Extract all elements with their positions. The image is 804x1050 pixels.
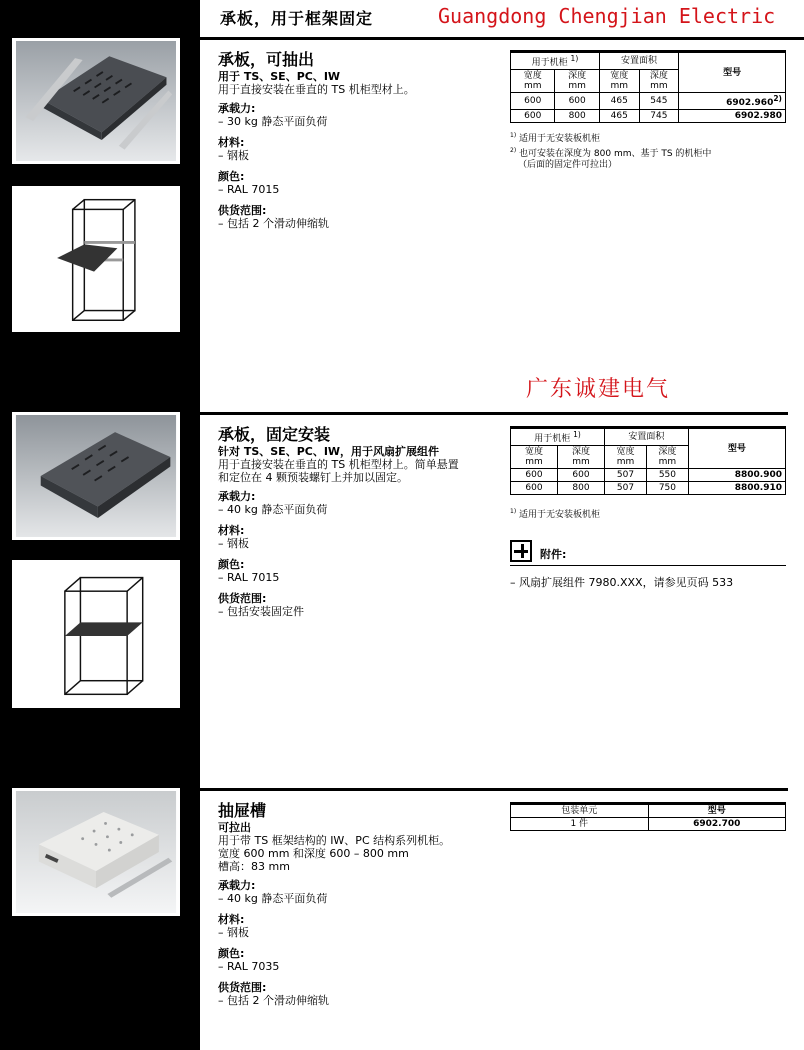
- footnote: （后面的固定件可拉出）: [518, 160, 618, 170]
- section-fixed-shelf: [218, 425, 508, 618]
- section-description: 用于直接安装在垂直的 TS 机柜型材上。: [218, 83, 415, 96]
- material-label: 材料:: [218, 136, 245, 149]
- supply-value: – 包括安装固定件: [218, 605, 304, 618]
- section-title: 承板，可抽出: [218, 50, 315, 69]
- spec-table: [510, 802, 786, 831]
- fixed-shelf-image: [12, 412, 180, 540]
- table-header-pack: 包装单元: [511, 804, 649, 818]
- load-value: – 40 kg 静态平面负荷: [218, 503, 328, 516]
- material-label: 材料:: [218, 524, 245, 537]
- cabinet-shelf-diagram: [12, 186, 180, 332]
- pullout-shelf-image: [12, 38, 180, 164]
- model-number: 6902.700: [648, 818, 786, 831]
- color-label: 颜色:: [218, 170, 245, 183]
- section-title: 抽屉槽: [218, 801, 267, 820]
- supply-label: 供货范围:: [218, 981, 267, 994]
- section-description: 用于直接安装在垂直的 TS 机柜型材上。简单悬置: [218, 458, 459, 471]
- section-description: 槽高：83 mm: [218, 860, 290, 873]
- color-value: – RAL 7015: [218, 571, 280, 584]
- load-label: 承载力:: [218, 879, 256, 892]
- load-label: 承载力:: [218, 102, 256, 115]
- section-divider: [200, 788, 788, 791]
- section-drawer: [218, 801, 508, 1007]
- accessory-item: – 风扇扩展组件 7980.XXX，请参见页码 533: [510, 576, 734, 589]
- table-row: 600 800 465 745 6902.980: [511, 110, 786, 123]
- footnotes: [510, 506, 600, 521]
- table-row: 600 600 465 545 6902.960$^{2)}$: [511, 93, 786, 110]
- section-description: 用于带 TS 框架结构的 IW、PC 结构系列机柜。: [218, 834, 451, 847]
- footnotes: [510, 130, 711, 171]
- table-header-area: 安置面积: [599, 52, 678, 70]
- model-number: 6902.960: [726, 98, 774, 108]
- section-description: 宽度 600 mm 和深度 600 – 800 mm: [218, 847, 409, 860]
- material-label: 材料:: [218, 913, 245, 926]
- table-header-model: 型号: [679, 52, 786, 93]
- cabinet-shelf-diagram: [12, 560, 180, 708]
- section-description: 和定位在 4 颗预装螺钉上并加以固定。: [218, 471, 408, 484]
- material-value: – 钢板: [218, 537, 249, 550]
- accessories-block: [510, 540, 786, 590]
- supply-label: 供货范围:: [218, 592, 267, 605]
- brand-name: Guangdong Chengjian Electric: [438, 4, 776, 28]
- supply-value: – 包括 2 个滑动伸缩轨: [218, 217, 329, 230]
- drawer-image: [12, 788, 180, 916]
- page-header: [200, 0, 804, 40]
- load-value: – 30 kg 静态平面负荷: [218, 115, 328, 128]
- table-header-area: 安置面积: [605, 428, 689, 446]
- spec-table: 用于机柜 $^{1)}$ 安置面积 型号 宽度 mm 深度 mm 宽度 mm 深度 mm 600 600 465 545 6902.960$^{2)}$ 600 800 465 745 6902.980: [510, 50, 786, 123]
- page-title: 承板，用于框架固定: [220, 9, 374, 28]
- watermark-text: 广东诚建电气: [526, 377, 671, 402]
- load-value: – 40 kg 静态平面负荷: [218, 892, 328, 905]
- plus-icon: [510, 540, 532, 562]
- table-header-model: 型号: [688, 428, 785, 469]
- section-pullout-shelf: [218, 50, 508, 230]
- material-value: – 钢板: [218, 149, 249, 162]
- model-number: 6902.980: [734, 111, 782, 121]
- table-header-model: 型号: [648, 804, 786, 818]
- section-divider: [200, 412, 788, 415]
- supply-value: – 包括 2 个滑动伸缩轨: [218, 994, 329, 1007]
- spec-table: 用于机柜 $^{1)}$ 安置面积 型号 宽度 mm 深度 mm 宽度 mm 深度 mm 600 600 507 550 8800.900 600 800 507 750 8800.910: [510, 426, 786, 495]
- table-header-cabinet: 用于机柜: [534, 434, 571, 444]
- table-row: 1 件 6902.700: [511, 818, 786, 831]
- model-number: 8800.910: [688, 482, 785, 495]
- section-subtitle: 用于 TS、SE、PC、IW: [218, 70, 341, 83]
- accessories-label: 附件:: [540, 548, 567, 561]
- footnote: $^{1)}$ 适用于无安装板机柜: [510, 508, 601, 520]
- color-label: 颜色:: [218, 947, 245, 960]
- table-row: 600 600 507 550 8800.900: [511, 469, 786, 482]
- color-value: – RAL 7035: [218, 960, 280, 973]
- color-value: – RAL 7015: [218, 183, 280, 196]
- load-label: 承载力:: [218, 490, 256, 503]
- supply-label: 供货范围:: [218, 204, 267, 217]
- color-label: 颜色:: [218, 558, 245, 571]
- table-row: 600 800 507 750 8800.910: [511, 482, 786, 495]
- table-header-cabinet: 用于机柜: [531, 58, 568, 68]
- section-subtitle: 可拉出: [218, 821, 251, 834]
- material-value: – 钢板: [218, 926, 249, 939]
- section-subtitle: 针对 TS、SE、PC、IW，用于风扇扩展组件: [218, 445, 440, 458]
- section-title: 承板，固定安装: [218, 425, 331, 444]
- footnote: $^{1)}$ 适用于无安装板机柜: [510, 132, 601, 144]
- footnote: $^{2)}$ 也可安装在深度为 800 mm、基于 TS 的机柜中: [510, 147, 712, 159]
- model-number: 8800.900: [688, 469, 785, 482]
